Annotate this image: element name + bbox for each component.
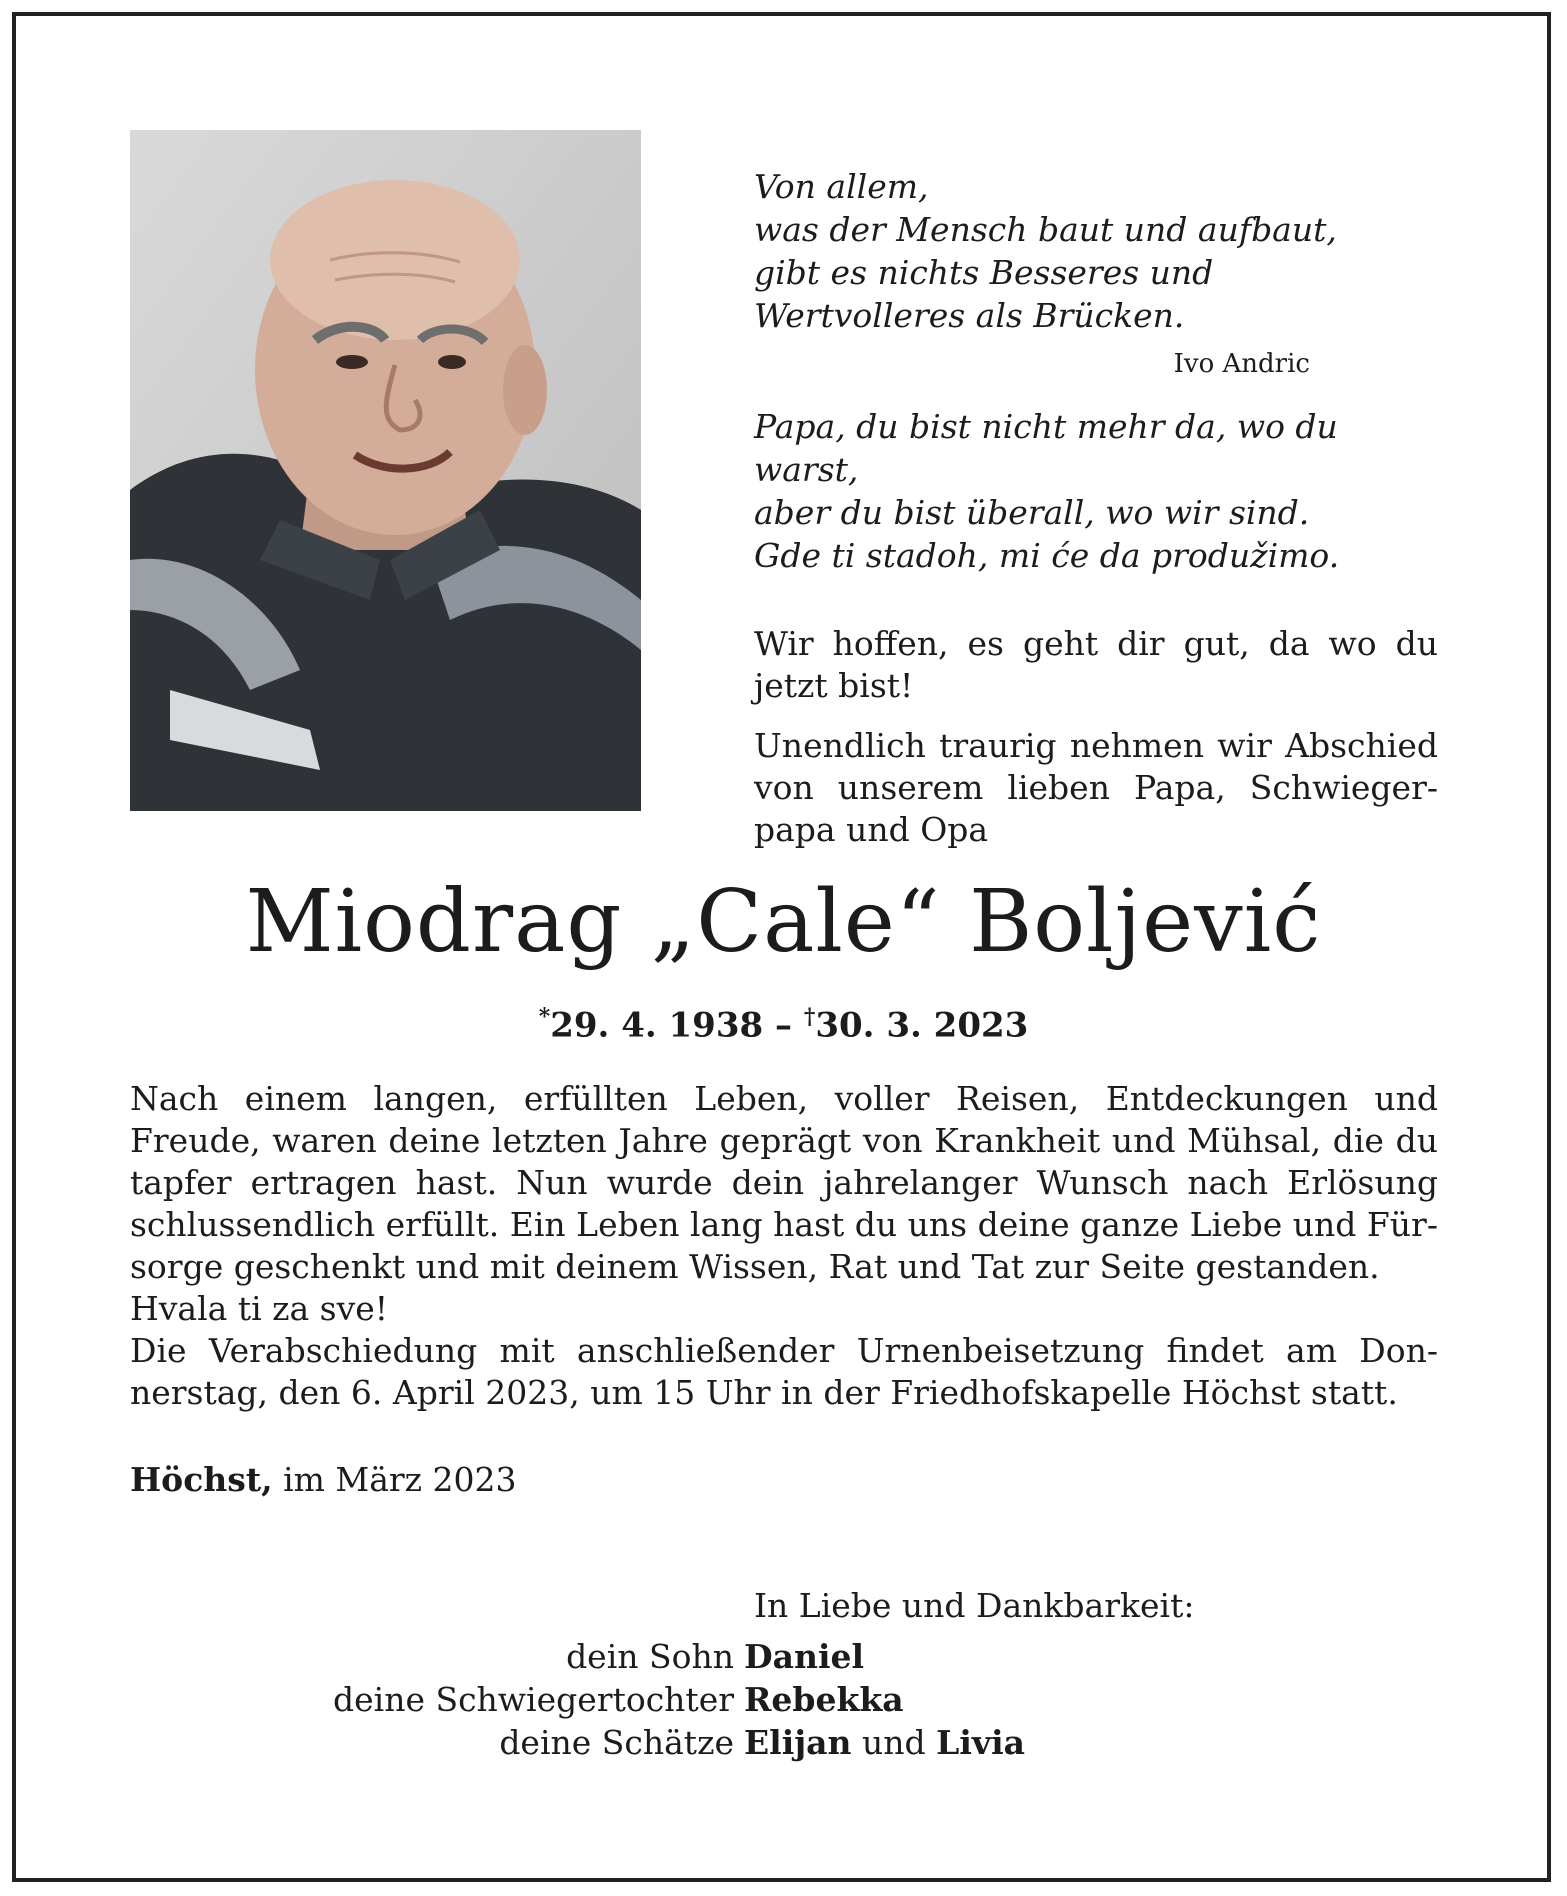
deceased-name: Miodrag „Cale“ Boljević <box>245 872 1322 972</box>
portrait-photo-icon <box>130 130 641 811</box>
body-thanks: Hvala ti za sve! <box>130 1289 389 1328</box>
bridge-quote <box>754 165 1438 337</box>
obituary-text <box>130 1078 1438 1414</box>
papa-poem <box>754 405 1438 577</box>
signer-relation: deine Schätze <box>499 1723 734 1762</box>
quote-line: gibt es nichts Besseres und <box>754 253 1214 292</box>
portrait-photo <box>130 130 641 811</box>
place-town: Höchst, <box>130 1460 273 1499</box>
quote-line: was der Mensch baut und aufbaut, <box>754 210 1337 249</box>
death-date: 30. 3. 2023 <box>815 1005 1029 1046</box>
quote-line: Wertvolleres als Brücken. <box>754 296 1185 335</box>
quote-line: Von allem, <box>754 167 929 206</box>
place-date <box>130 1459 517 1501</box>
signer-relation: dein Sohn <box>566 1637 734 1676</box>
death-cross: † <box>803 1004 816 1030</box>
signer-row <box>130 1635 1438 1678</box>
date-separator: – <box>763 1005 804 1046</box>
hope-text: Wir hoffen, es geht dir gut, da wo du jetzt bist! <box>754 624 1438 705</box>
signer-row <box>130 1678 1438 1721</box>
closing-line: In Liebe und Dankbarkeit: <box>754 1586 1195 1625</box>
poem-line: Papa, du bist nicht mehr da, wo du warst, <box>754 407 1338 489</box>
birth-date: 29. 4. 1938 <box>550 1005 764 1046</box>
birth-star: * <box>538 1004 551 1030</box>
signer-row <box>130 1721 1438 1764</box>
signer-name: Rebekka <box>744 1680 904 1719</box>
body-paragraph-ceremony: Die Verabschiedung mit anschließender Urnenbeisetzung findet am Donnerstag, den 6. April 2023, um 15 Uhr in der Friedhofskapelle Höchst statt. <box>130 1331 1438 1412</box>
signer-name-2: Livia <box>936 1723 1026 1762</box>
signer-connector: und <box>851 1723 937 1762</box>
poem-line: Gde ti stadoh, mi će da produžimo. <box>754 536 1340 575</box>
poem-line: aber du bist überall, wo wir sind. <box>754 493 1310 532</box>
signer-name: Daniel <box>744 1637 865 1676</box>
body-paragraph-life: Nach einem langen, erfüllten Leben, voller Reisen, Entdeckungen und Freude, waren deine letzten Jahre geprägt von Krankheit und Mühsal, die du tapfer ertragen hast. Nun wurde dein jahrelanger Wunsch nach Erlösung schlussendlich erfüllt. Ein Leben lang hast du uns deine ganze Liebe und Fürsorge geschenkt und mit deinem Wissen, Rat und Tat zur Seite gestanden. <box>130 1079 1438 1286</box>
signer-relation: deine Schwiegertochter <box>332 1680 734 1719</box>
life-dates <box>0 995 1567 1047</box>
farewell-text: Unendlich traurig nehmen wir Abschied von unserem lieben Papa, Schwiegerpapa und Opa <box>754 726 1438 849</box>
signers-list <box>130 1635 1438 1764</box>
place-date-text: im März 2023 <box>272 1460 517 1499</box>
signer-name: Elijan <box>744 1723 852 1762</box>
quote-author: Ivo Andric <box>1173 349 1310 379</box>
